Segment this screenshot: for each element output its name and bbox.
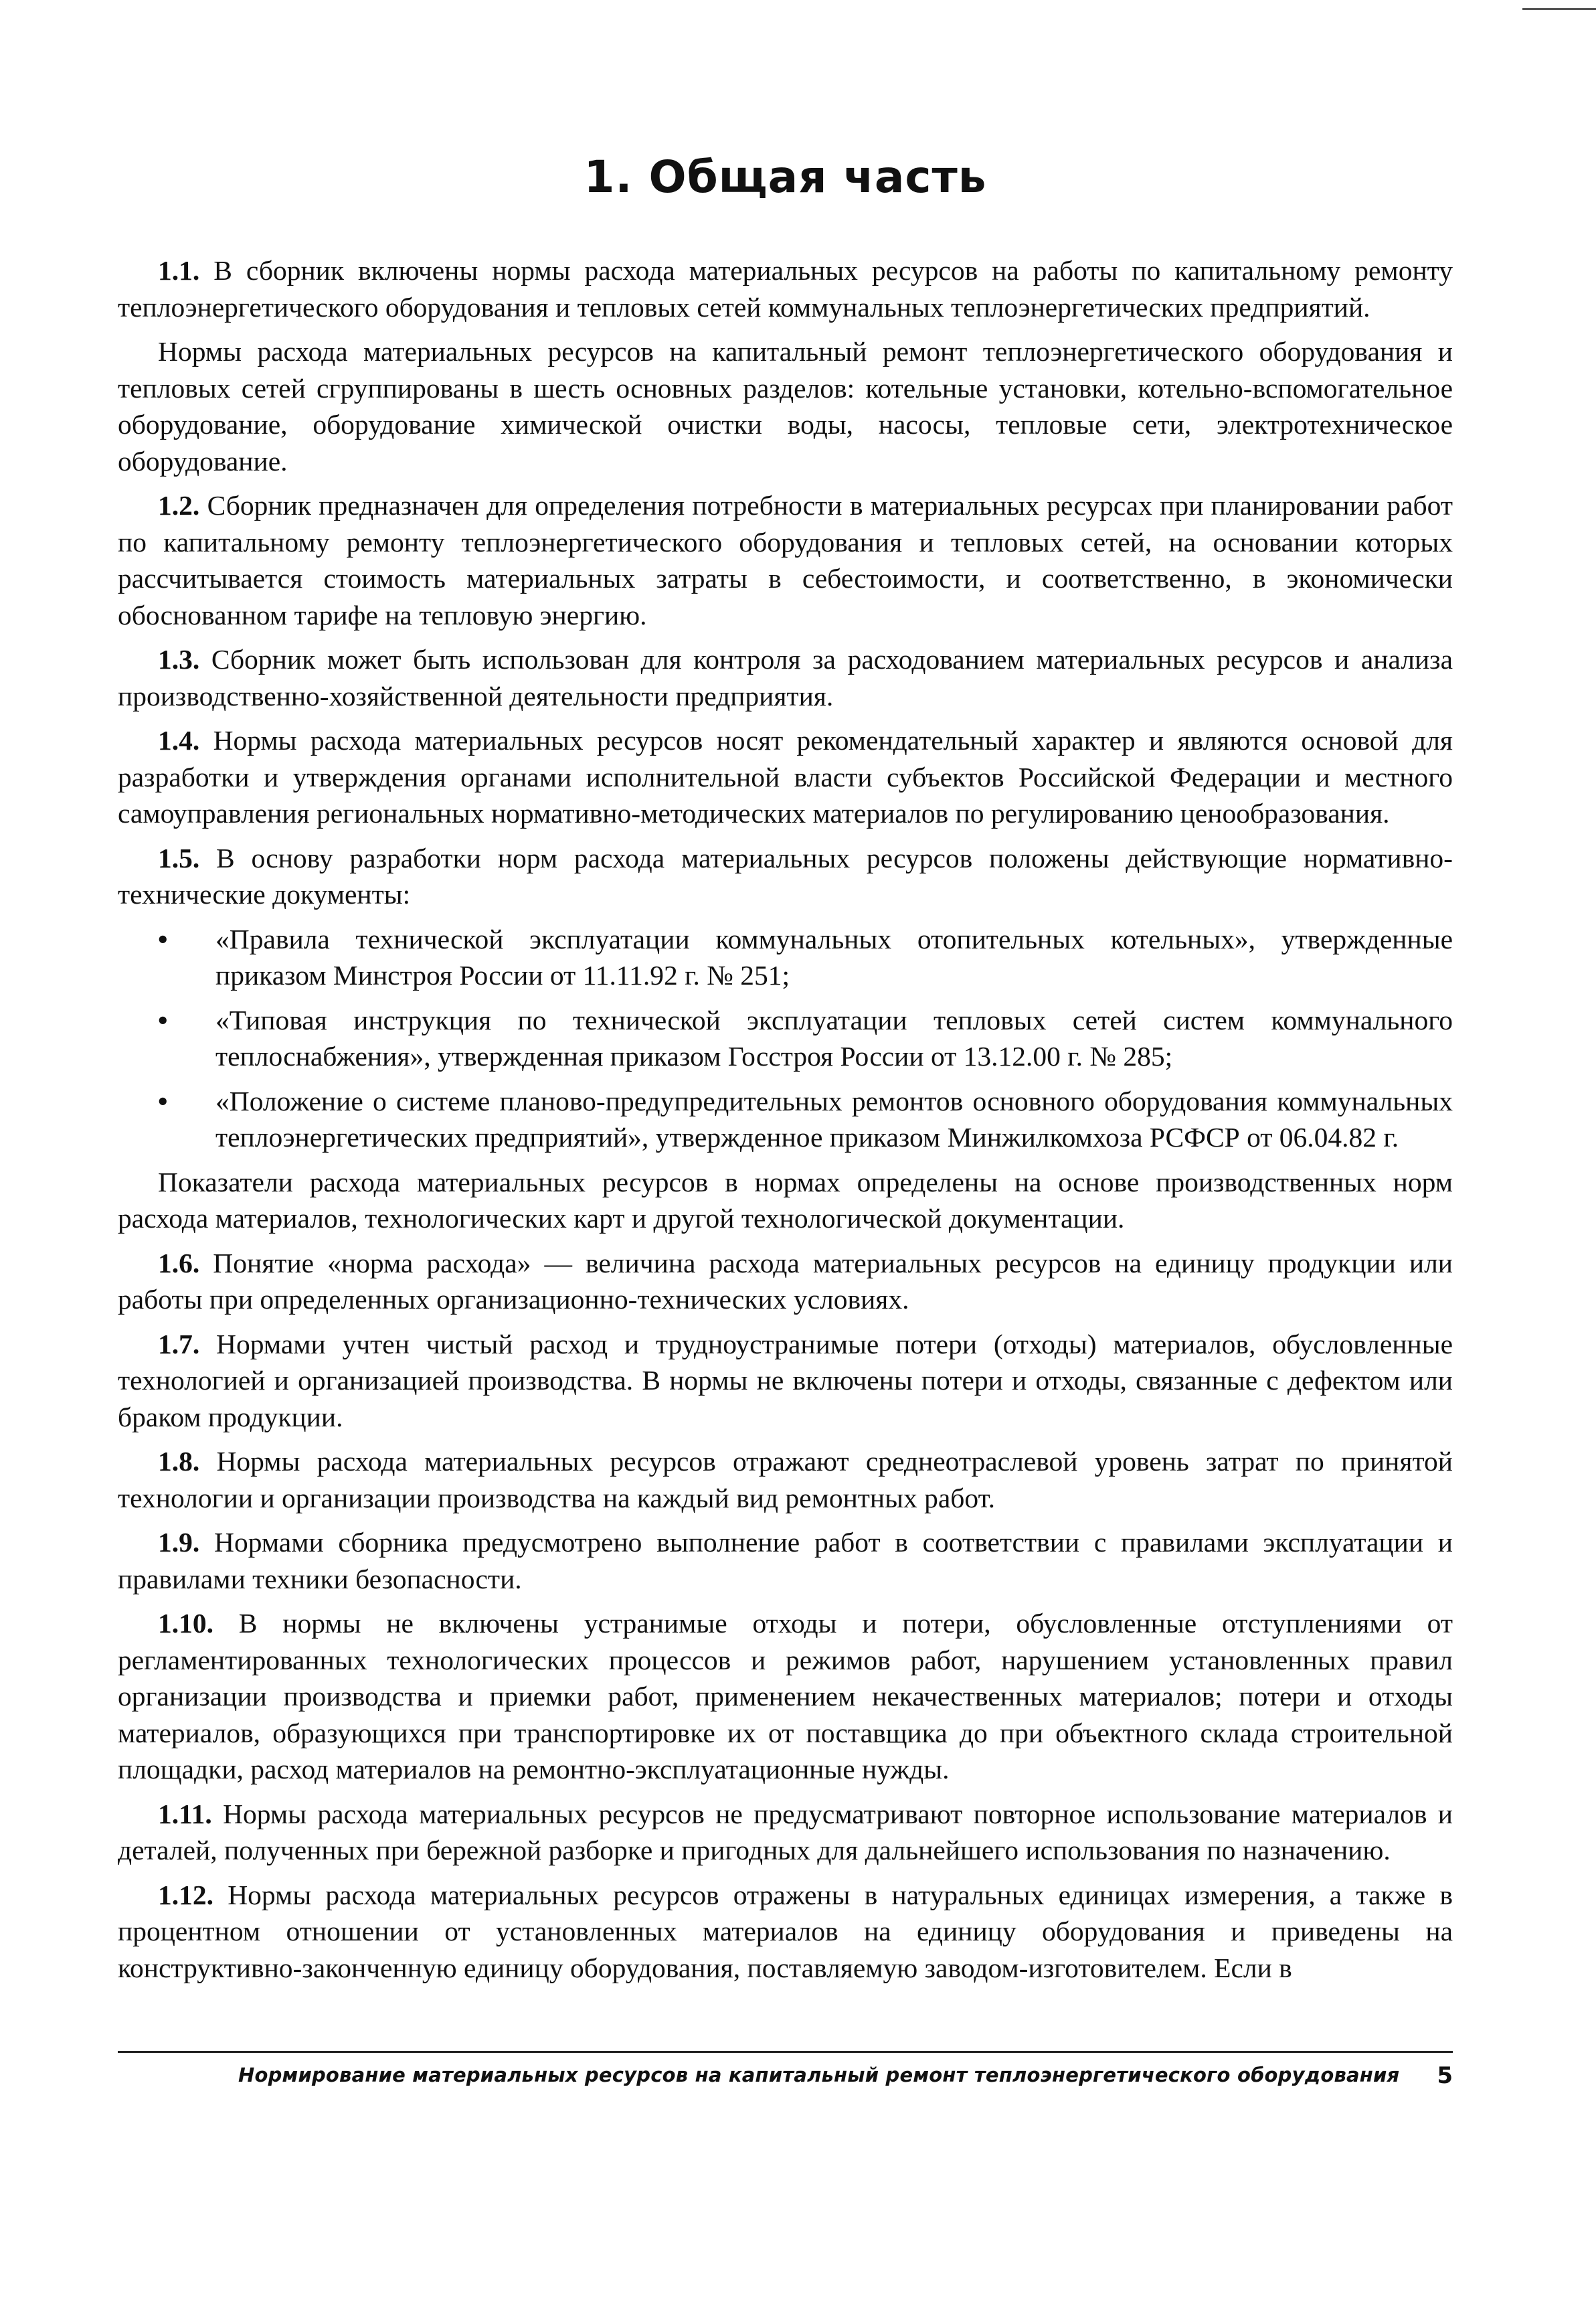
paragraph-text: Сборник может быть использован для контроля за расходованием материальных ресурсов и анализа производственно-хозяйственной деятельности предприятия.	[118, 644, 1453, 712]
paragraph-1-10	[118, 1605, 1453, 1788]
bullet-item	[118, 1083, 1453, 1156]
paragraph-text: Нормами сборника предусмотрено выполнение работ в соответствии с правилами эксплуатации и правилами техники безопасности.	[118, 1527, 1453, 1594]
paragraph-text: Сборник предназначен для определения потребности в материальных ресурсах при планировании работ по капитальному ремонту теплоэнергетического оборудования и тепловых сетей, на основании которых рассчитывается стоимость материальных затраты в себестоимости, и соответственно, в экономически обоснованном тарифе на тепловую энергию.	[118, 490, 1453, 631]
paragraph-1-12	[118, 1877, 1453, 1987]
clause-number: 1.7.	[158, 1328, 200, 1359]
clause-number: 1.4.	[158, 725, 200, 756]
clause-number: 1.5.	[158, 842, 200, 874]
paragraph-text: Нормы расхода материальных ресурсов отражены в натуральных единицах измерения, а также в процентном отношении от установленных материалов на единицу оборудования и приведены на конструктивно-законченную единицу оборудования, поставляемую заводом-изготовителем. Если в	[118, 1879, 1453, 1983]
clause-number: 1.2.	[158, 490, 200, 521]
page-number: 5	[1437, 2062, 1453, 2089]
paragraph-text: В нормы не включены устранимые отходы и потери, обусловленные отступлениями от регламентированных технологических процессов и режимов работ, нарушением установленных правил организации производства и приемки работ, применением некачественных материалов; потери и отходы материалов, образующихся при транспортировке их от поставщика до при объектного склада строительной площадки, расход материалов на ремонтно-эксплуатационные нужды.	[118, 1608, 1453, 1784]
page-footer	[118, 2051, 1453, 2104]
clause-number: 1.11.	[158, 1798, 212, 1829]
footer-row	[118, 2064, 1453, 2104]
clause-number: 1.1.	[158, 255, 200, 286]
paragraph-text: Нормы расхода материальных ресурсов на капитальный ремонт теплоэнергетического оборудования и тепловых сетей сгруппированы в шесть основных разделов: котельные установки, котельно-вспомогательное оборудование, оборудование химической очистки воды, насосы, тепловые сети, электротехническое оборудование.	[118, 336, 1453, 477]
paragraph-1-5	[118, 840, 1453, 913]
paragraph-1-11	[118, 1796, 1453, 1869]
footer-divider	[118, 2051, 1453, 2053]
paragraph-text: В сборник включены нормы расхода материальных ресурсов на работы по капитальному ремонту теплоэнергетического оборудования и тепловых сетей коммунальных теплоэнергетических предприятий.	[118, 255, 1453, 323]
paragraph-1-8	[118, 1443, 1453, 1516]
document-page	[118, 0, 1453, 1994]
bullet-item	[118, 921, 1453, 994]
clause-number: 1.10.	[158, 1608, 213, 1639]
scan-corner-mark	[1522, 0, 1596, 10]
clause-number: 1.9.	[158, 1527, 200, 1558]
paragraph-text: Понятие «норма расхода» — величина расхода материальных ресурсов на единицу продукции или работы при определенных организационно-технических условиях.	[118, 1247, 1453, 1315]
bullet-item	[118, 1002, 1453, 1075]
paragraph-text: Нормы расхода материальных ресурсов носят рекомендательный характер и являются основой для разработки и утверждения органами исполнительной власти субъектов Российской Федерации и местного самоуправления региональных нормативно-методических материалов по регулированию ценообразования.	[118, 725, 1453, 829]
paragraph-text: Нормами учтен чистый расход и трудноустранимые потери (отходы) материалов, обусловленные технологией и организацией производства. В нормы не включены потери и отходы, связанные с дефектом или браком продукции.	[118, 1328, 1453, 1432]
paragraph-indicators	[118, 1164, 1453, 1237]
bullet-icon: •	[158, 1085, 168, 1116]
paragraph-1-4	[118, 722, 1453, 832]
clause-number: 1.3.	[158, 644, 200, 675]
clause-number: 1.12.	[158, 1879, 213, 1910]
paragraph-text: Показатели расхода материальных ресурсов в нормах определены на основе производственных норм расхода материалов, технологических карт и другой технологической документации.	[118, 1166, 1453, 1234]
clause-number: 1.6.	[158, 1247, 200, 1278]
paragraph-text: Нормы расхода материальных ресурсов не предусматривают повторное использование материалов и деталей, полученных при бережной разборке и пригодных для дальнейшего использования по назначению.	[118, 1798, 1453, 1865]
document-body	[118, 252, 1453, 1986]
paragraph-1-3	[118, 641, 1453, 714]
paragraph-1-1	[118, 252, 1453, 325]
clause-number: 1.8.	[158, 1446, 200, 1477]
paragraph-1-2	[118, 487, 1453, 633]
paragraph-1-6	[118, 1245, 1453, 1318]
paragraph-text: Нормы расхода материальных ресурсов отражают среднеотраслевой уровень затрат по принятой технологии и организации производства на каждый вид ремонтных работ.	[118, 1446, 1453, 1513]
paragraph-1-1-sections	[118, 333, 1453, 479]
bullet-text: «Положение о системе планово-предупредительных ремонтов основного оборудования коммунальных теплоэнергетических предприятий», утвержденное приказом Минжилкомхоза РСФСР от 06.04.82 г.	[215, 1085, 1453, 1153]
running-footer-title: Нормирование материальных ресурсов на капитальный ремонт теплоэнергетического оборудования	[238, 2064, 1400, 2086]
paragraph-1-7	[118, 1326, 1453, 1436]
bullet-icon: •	[158, 923, 168, 954]
paragraph-text: В основу разработки норм расхода материальных ресурсов положены действующие нормативно-технические документы:	[118, 842, 1453, 910]
page-title: 1. Общая часть	[584, 151, 987, 203]
bullet-icon: •	[158, 1004, 168, 1035]
bullet-text: «Типовая инструкция по технической эксплуатации тепловых сетей систем коммунального теплоснабжения», утвержденная приказом Госстроя России от 13.12.00 г. № 285;	[215, 1004, 1453, 1072]
paragraph-1-9	[118, 1524, 1453, 1597]
bullet-text: «Правила технической эксплуатации коммунальных отопительных котельных», утвержденные приказом Минстроя России от 11.11.92 г. № 251;	[215, 923, 1453, 991]
